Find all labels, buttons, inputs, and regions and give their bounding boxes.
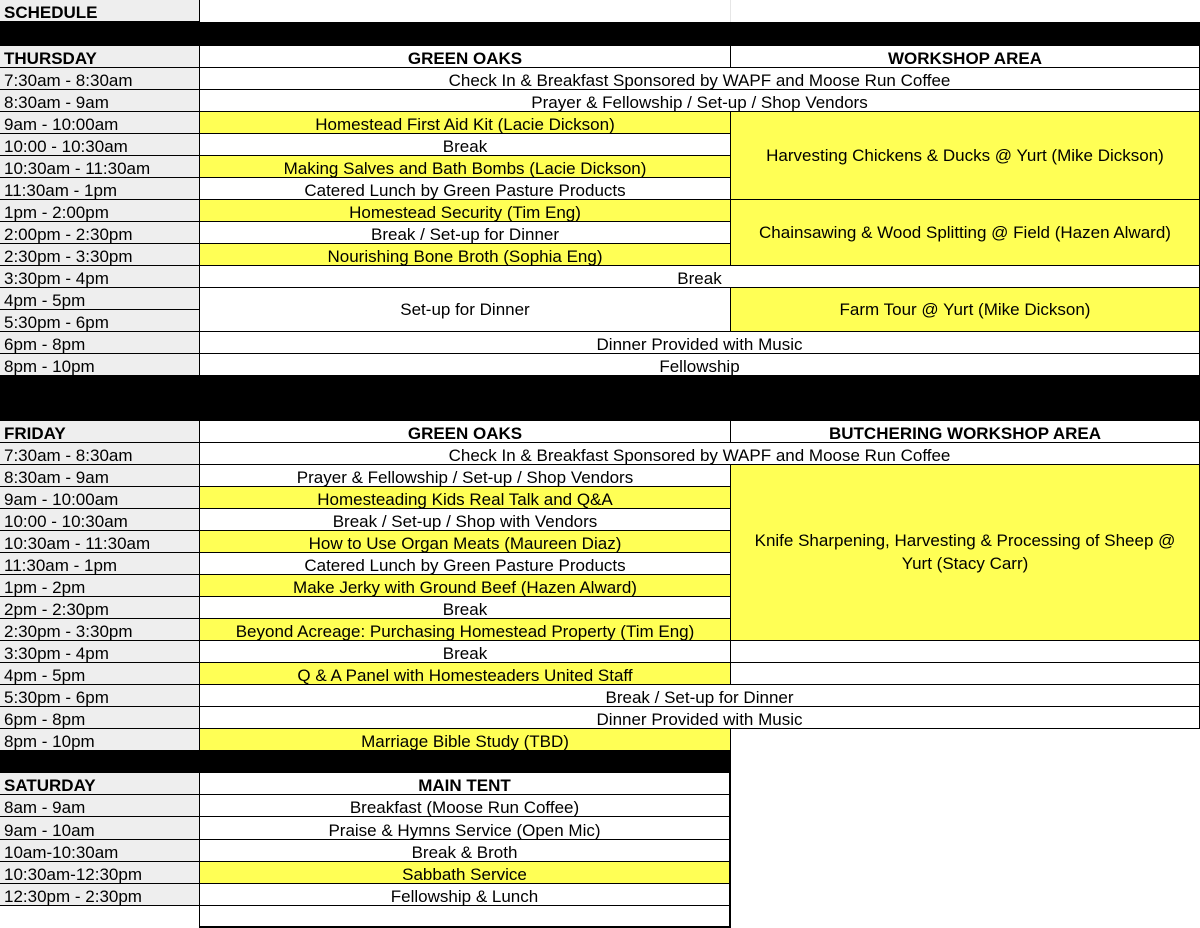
event-cell[interactable]: Set-up for Dinner xyxy=(200,288,731,332)
event-cell[interactable]: Beyond Acreage: Purchasing Homestead Property (Tim Eng) xyxy=(200,619,731,641)
event-cell[interactable]: Catered Lunch by Green Pasture Products xyxy=(200,178,731,200)
workshop-cell[interactable]: Harvesting Chickens & Ducks @ Yurt (Mike Dickson) xyxy=(731,112,1200,200)
day-friday[interactable]: FRIDAY xyxy=(0,421,200,443)
schedule-title[interactable]: SCHEDULE xyxy=(0,0,200,22)
event-cell[interactable]: Dinner Provided with Music xyxy=(200,707,1200,729)
time-cell[interactable]: 10:30am-12:30pm xyxy=(0,862,200,884)
event-cell[interactable]: Break / Set-up for Dinner xyxy=(200,222,731,244)
event-cell[interactable]: Fellowship & Lunch xyxy=(200,884,731,906)
empty-cell[interactable] xyxy=(731,817,1200,840)
section-divider xyxy=(0,22,1200,46)
time-cell[interactable]: 9am - 10am xyxy=(0,817,200,840)
column-header-green-oaks[interactable]: GREEN OAKS xyxy=(200,46,731,68)
time-cell[interactable]: 4pm - 5pm xyxy=(0,663,200,685)
column-header-workshop-area[interactable]: WORKSHOP AREA xyxy=(731,46,1200,68)
time-cell[interactable]: 8pm - 10pm xyxy=(0,354,200,376)
empty-cell[interactable] xyxy=(200,0,731,22)
time-cell[interactable]: 11:30am - 1pm xyxy=(0,553,200,575)
event-cell[interactable]: Check In & Breakfast Sponsored by WAPF and Moose Run Coffee xyxy=(200,443,1200,465)
time-cell[interactable]: 1pm - 2pm xyxy=(0,575,200,597)
time-cell[interactable]: 10:00 - 10:30am xyxy=(0,509,200,531)
time-cell[interactable]: 2:00pm - 2:30pm xyxy=(0,222,200,244)
column-header-main-tent[interactable]: MAIN TENT xyxy=(200,773,731,795)
empty-cell[interactable] xyxy=(731,751,1200,773)
time-cell[interactable]: 8:30am - 9am xyxy=(0,465,200,487)
event-cell[interactable]: Break / Set-up / Shop with Vendors xyxy=(200,509,731,531)
time-cell[interactable]: 9am - 10:00am xyxy=(0,112,200,134)
column-header-green-oaks[interactable]: GREEN OAKS xyxy=(200,421,731,443)
event-cell[interactable]: Prayer & Fellowship / Set-up / Shop Vendors xyxy=(200,465,731,487)
event-cell[interactable]: Prayer & Fellowship / Set-up / Shop Vendors xyxy=(200,90,1200,112)
empty-cell[interactable] xyxy=(731,862,1200,884)
event-cell[interactable]: Sabbath Service xyxy=(200,862,731,884)
time-cell[interactable]: 8:30am - 9am xyxy=(0,90,200,112)
event-cell[interactable]: Break xyxy=(200,266,1200,288)
workshop-cell[interactable]: Farm Tour @ Yurt (Mike Dickson) xyxy=(731,288,1200,332)
event-cell[interactable]: Breakfast (Moose Run Coffee) xyxy=(200,795,731,817)
time-cell[interactable]: 8pm - 10pm xyxy=(0,729,200,751)
event-cell[interactable]: Break xyxy=(200,597,731,619)
time-cell[interactable]: 9am - 10:00am xyxy=(0,487,200,509)
empty-cell[interactable] xyxy=(200,906,731,928)
empty-cell[interactable] xyxy=(731,663,1200,685)
empty-cell[interactable] xyxy=(731,884,1200,906)
time-cell[interactable]: 10:30am - 11:30am xyxy=(0,156,200,178)
event-cell[interactable]: Break / Set-up for Dinner xyxy=(200,685,1200,707)
time-cell[interactable]: 3:30pm - 4pm xyxy=(0,266,200,288)
time-cell[interactable]: 7:30am - 8:30am xyxy=(0,68,200,90)
event-cell[interactable]: Check In & Breakfast Sponsored by WAPF and Moose Run Coffee xyxy=(200,68,1200,90)
empty-cell[interactable] xyxy=(0,906,200,928)
workshop-cell[interactable]: Chainsawing & Wood Splitting @ Field (Hazen Alward) xyxy=(731,200,1200,266)
event-cell[interactable]: Homestead First Aid Kit (Lacie Dickson) xyxy=(200,112,731,134)
event-cell[interactable]: Homesteading Kids Real Talk and Q&A xyxy=(200,487,731,509)
time-cell[interactable]: 2:30pm - 3:30pm xyxy=(0,244,200,266)
event-cell[interactable]: Make Jerky with Ground Beef (Hazen Alward) xyxy=(200,575,731,597)
time-cell[interactable]: 3:30pm - 4pm xyxy=(0,641,200,663)
time-cell[interactable]: 6pm - 8pm xyxy=(0,707,200,729)
time-cell[interactable]: 10:00 - 10:30am xyxy=(0,134,200,156)
empty-cell[interactable] xyxy=(731,641,1200,663)
event-cell[interactable]: Break xyxy=(200,641,731,663)
time-cell[interactable]: 6pm - 8pm xyxy=(0,332,200,354)
empty-cell[interactable] xyxy=(731,795,1200,817)
workshop-cell[interactable]: Knife Sharpening, Harvesting & Processing of Sheep @ Yurt (Stacy Carr) xyxy=(731,465,1200,641)
event-cell[interactable]: Making Salves and Bath Bombs (Lacie Dickson) xyxy=(200,156,731,178)
event-cell[interactable]: Fellowship xyxy=(200,354,1200,376)
empty-cell[interactable] xyxy=(731,729,1200,751)
time-cell[interactable]: 7:30am - 8:30am xyxy=(0,443,200,465)
event-cell[interactable]: Praise & Hymns Service (Open Mic) xyxy=(200,817,731,840)
empty-cell[interactable] xyxy=(731,0,1200,22)
event-cell[interactable]: Nourishing Bone Broth (Sophia Eng) xyxy=(200,244,731,266)
event-cell[interactable]: Marriage Bible Study (TBD) xyxy=(200,729,731,751)
column-header-butchering-area[interactable]: BUTCHERING WORKSHOP AREA xyxy=(731,421,1200,443)
section-divider xyxy=(0,751,731,773)
time-cell[interactable]: 2:30pm - 3:30pm xyxy=(0,619,200,641)
event-cell[interactable]: Catered Lunch by Green Pasture Products xyxy=(200,553,731,575)
section-divider xyxy=(0,376,1200,421)
time-cell[interactable]: 11:30am - 1pm xyxy=(0,178,200,200)
event-cell[interactable]: Q & A Panel with Homesteaders United Staff xyxy=(200,663,731,685)
time-cell[interactable]: 8am - 9am xyxy=(0,795,200,817)
time-cell[interactable]: 12:30pm - 2:30pm xyxy=(0,884,200,906)
event-cell[interactable]: Break & Broth xyxy=(200,840,731,862)
event-cell[interactable]: Break xyxy=(200,134,731,156)
time-cell[interactable]: 5:30pm - 6pm xyxy=(0,310,200,332)
empty-cell[interactable] xyxy=(731,840,1200,862)
day-saturday[interactable]: SATURDAY xyxy=(0,773,200,795)
empty-cell[interactable] xyxy=(731,773,1200,795)
empty-cell[interactable] xyxy=(731,906,1200,928)
time-cell[interactable]: 10:30am - 11:30am xyxy=(0,531,200,553)
event-cell[interactable]: Dinner Provided with Music xyxy=(200,332,1200,354)
event-cell[interactable]: How to Use Organ Meats (Maureen Diaz) xyxy=(200,531,731,553)
time-cell[interactable]: 1pm - 2:00pm xyxy=(0,200,200,222)
time-cell[interactable]: 10am-10:30am xyxy=(0,840,200,862)
day-thursday[interactable]: THURSDAY xyxy=(0,46,200,68)
event-cell[interactable]: Homestead Security (Tim Eng) xyxy=(200,200,731,222)
time-cell[interactable]: 2pm - 2:30pm xyxy=(0,597,200,619)
time-cell[interactable]: 5:30pm - 6pm xyxy=(0,685,200,707)
time-cell[interactable]: 4pm - 5pm xyxy=(0,288,200,310)
